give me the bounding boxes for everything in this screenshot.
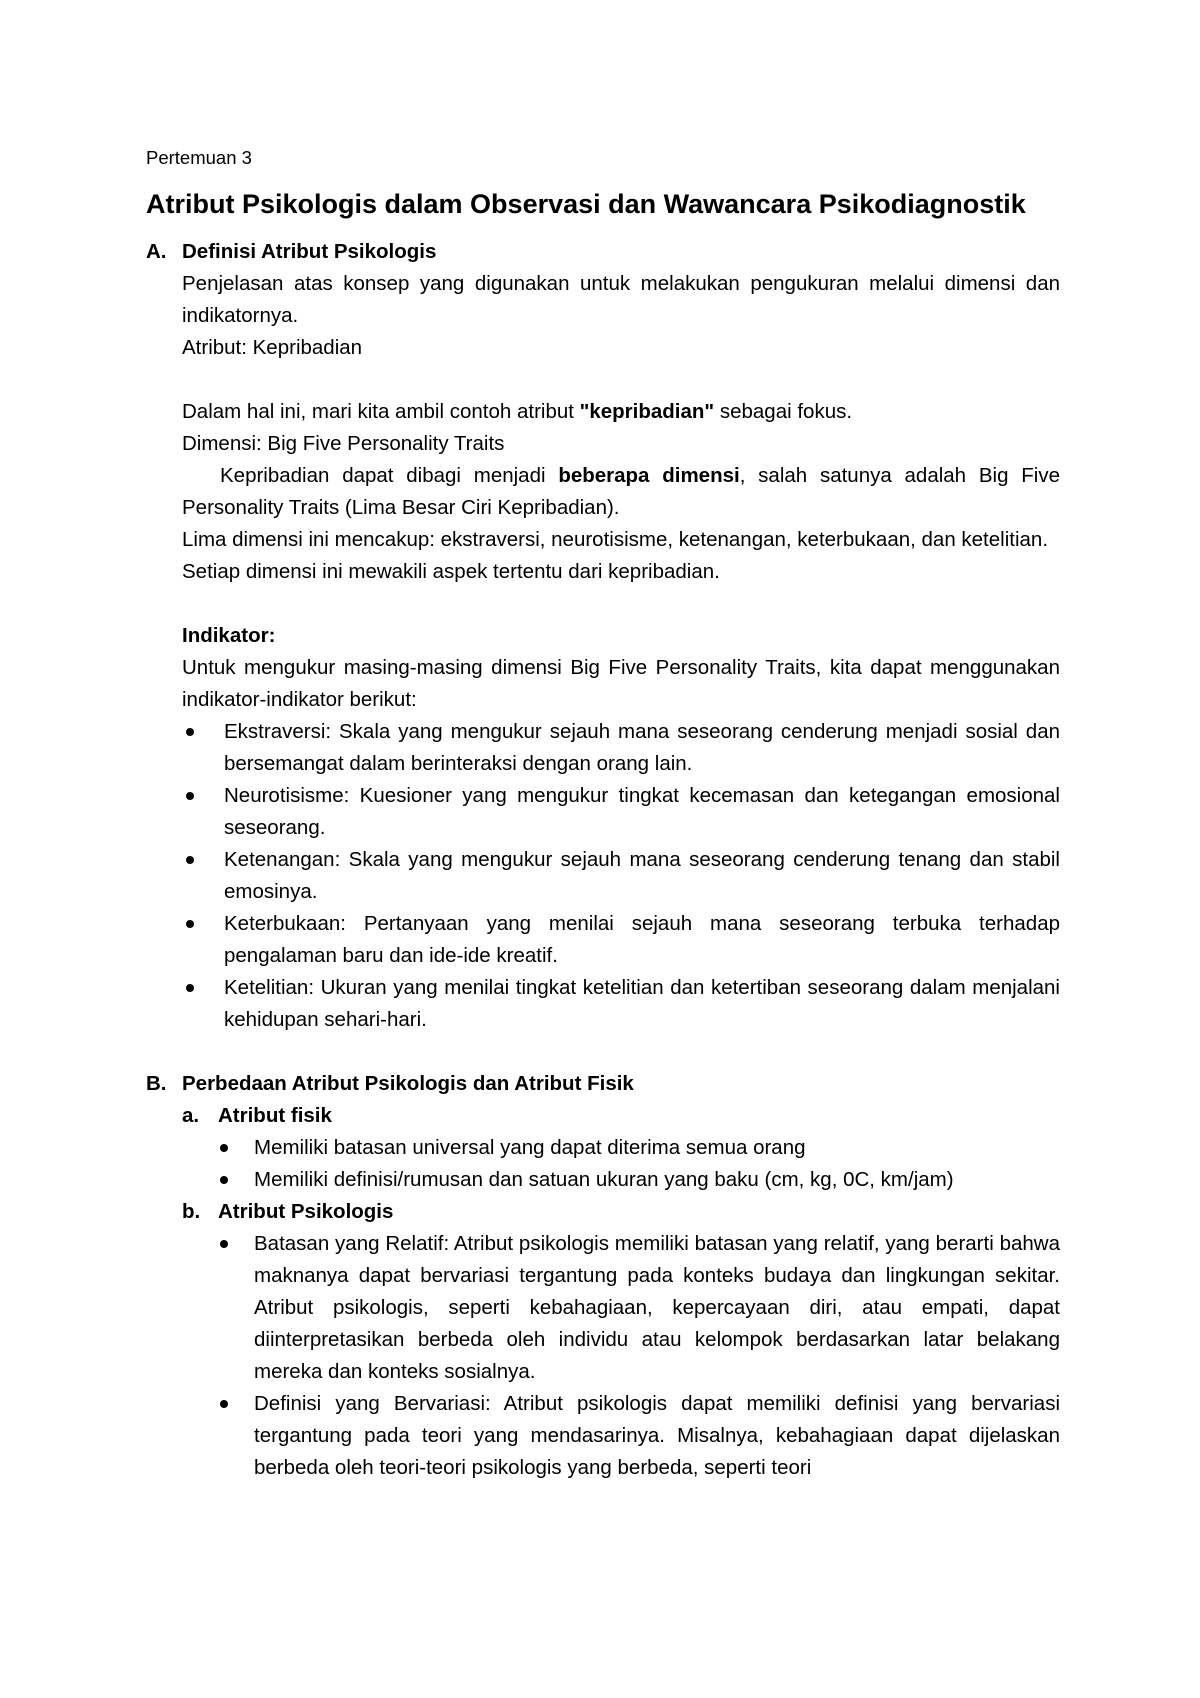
subsection-psychological-heading: Atribut Psikologis xyxy=(218,1200,394,1223)
bullet-icon xyxy=(220,1400,228,1408)
example-bold-term: "kepribadian" xyxy=(579,400,715,423)
document-body xyxy=(146,144,1060,1484)
five-dimensions-paragraph: Lima dimensi ini mencakup: ekstraversi, neurotisisme, ketenangan, keterbukaan, dan ketelitian. xyxy=(182,528,1049,551)
each-dimension-paragraph: Setiap dimensi ini mewakili aspek tertentu dari kepribadian. xyxy=(182,560,720,583)
dimension-bold-term: beberapa dimensi xyxy=(558,464,740,487)
section-b xyxy=(146,1068,1060,1484)
list-item-text: Definisi yang Bervariasi: Atribut psikologis dapat memiliki definisi yang bervariasi tergantung pada teori yang mendasarinya. Misalnya, kebahagiaan dapat dijelaskan berbeda oleh teori-teori psikologis yang berbeda, seperti teori xyxy=(254,1392,1060,1479)
list-item-text: Ketenangan: Skala yang mengukur sejauh mana seseorang cenderung tenang dan stabil emosinya. xyxy=(224,848,1060,903)
bullet-icon xyxy=(220,1240,228,1248)
list-item xyxy=(182,908,1060,972)
blank-line xyxy=(182,364,1060,396)
list-item xyxy=(182,844,1060,908)
subsection-psychological xyxy=(182,1196,1060,1484)
list-item-text: Ekstraversi: Skala yang mengukur sejauh mana seseorang cenderung menjadi sosial dan bersemangat dalam berinteraksi dengan orang lain. xyxy=(224,720,1060,775)
bullet-icon xyxy=(186,792,194,800)
list-item-text: Batasan yang Relatif: Atribut psikologis memiliki batasan yang relatif, yang berarti bahwa maknanya dapat bervariasi tergantung pada konteks budaya dan lingkungan sekitar. Atribut psikologis, seperti kebahagiaan, kepercayaan diri, atau empati, dapat diinterpretasikan berbeda oleh individu atau kelompok berdasarkan latar belakang mereka dan konteks sosialnya. xyxy=(254,1232,1060,1383)
physical-attribute-list xyxy=(218,1132,1060,1196)
subsection-physical-heading: Atribut fisik xyxy=(218,1104,332,1127)
section-a xyxy=(146,236,1060,1036)
indicator-list xyxy=(182,716,1060,1036)
attribute-line: Atribut: Kepribadian xyxy=(182,336,363,359)
list-item-text: Neurotisisme: Kuesioner yang mengukur tingkat kecemasan dan ketegangan emosional seseorang. xyxy=(224,784,1060,839)
subsection-psychological-letter: b. xyxy=(182,1200,201,1223)
section-a-definition: Penjelasan atas konsep yang digunakan untuk melakukan pengukuran melalui dimensi dan indikatornya. xyxy=(182,272,1060,327)
bullet-icon xyxy=(186,728,194,736)
example-text-end: sebagai fokus. xyxy=(714,400,853,423)
list-item-text: Keterbukaan: Pertanyaan yang menilai sejauh mana seseorang terbuka terhadap pengalaman baru dan ide-ide kreatif. xyxy=(224,912,1060,967)
indicator-heading: Indikator: xyxy=(182,624,276,647)
bullet-icon xyxy=(220,1144,228,1152)
dimension-line: Dimensi: Big Five Personality Traits xyxy=(182,432,505,455)
blank-line xyxy=(146,1036,1060,1068)
list-item-text: Ketelitian: Ukuran yang menilai tingkat ketelitian dan ketertiban seseorang dalam menjalani kehidupan sehari-hari. xyxy=(224,976,1060,1031)
section-b-heading: Perbedaan Atribut Psikologis dan Atribut Fisik xyxy=(182,1072,634,1095)
section-a-heading: Definisi Atribut Psikologis xyxy=(182,240,437,263)
psychological-attribute-list xyxy=(218,1228,1060,1484)
dimension-text-end: , salah satunya adalah Big Five Personality Traits (Lima Besar Ciri Kepribadian). xyxy=(182,464,1060,519)
indicator-intro: Untuk mengukur masing-masing dimensi Big Five Personality Traits, kita dapat menggunakan indikator-indikator berikut: xyxy=(182,656,1060,711)
list-item-text: Memiliki batasan universal yang dapat diterima semua orang xyxy=(254,1136,806,1159)
bullet-icon xyxy=(186,984,194,992)
list-item-text: Memiliki definisi/rumusan dan satuan ukuran yang baku (cm, kg, 0C, km/jam) xyxy=(254,1168,954,1191)
subsection-physical-letter: a. xyxy=(182,1104,200,1127)
blank-line xyxy=(182,588,1060,620)
meeting-label: Pertemuan 3 xyxy=(146,147,252,168)
list-item xyxy=(218,1228,1060,1388)
dimension-paragraph xyxy=(182,460,1060,524)
dimension-text-start: Kepribadian dapat dibagi menjadi xyxy=(220,464,559,487)
list-item xyxy=(218,1388,1060,1484)
bullet-icon xyxy=(220,1176,228,1184)
subsection-physical xyxy=(182,1100,1060,1196)
list-item xyxy=(182,972,1060,1036)
list-item xyxy=(218,1164,1060,1196)
section-b-letter: B. xyxy=(146,1072,167,1095)
document-title: Atribut Psikologis dalam Observasi dan Wawancara Psikodiagnostik xyxy=(146,189,1026,219)
list-item xyxy=(218,1132,1060,1164)
example-text-start: Dalam hal ini, mari kita ambil contoh atribut xyxy=(182,400,580,423)
list-item xyxy=(182,716,1060,780)
list-item xyxy=(182,780,1060,844)
bullet-icon xyxy=(186,920,194,928)
section-a-letter: A. xyxy=(146,240,167,263)
bullet-icon xyxy=(186,856,194,864)
example-paragraph xyxy=(182,396,1060,428)
